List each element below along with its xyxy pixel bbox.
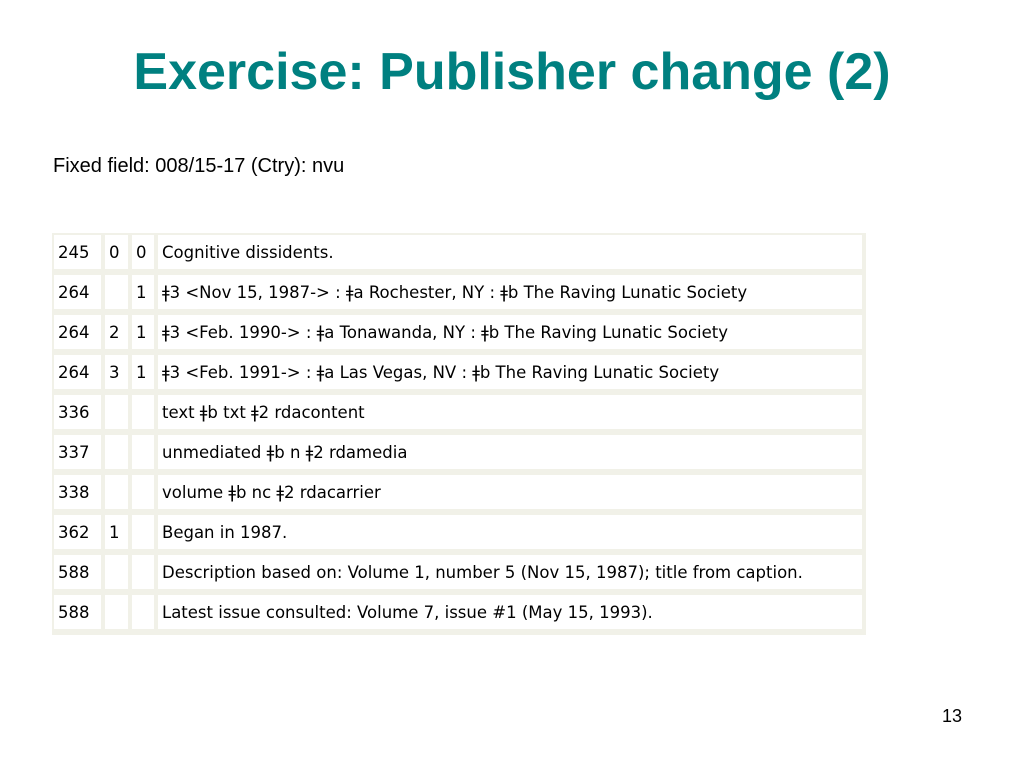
field-tag: 264 — [52, 275, 105, 315]
indicator-1 — [105, 395, 132, 435]
marc-field-row — [52, 275, 866, 315]
field-data: Began in 1987. — [158, 515, 866, 555]
indicator-1: 0 — [105, 233, 132, 275]
marc-field-row — [52, 475, 866, 515]
field-tag: 588 — [52, 595, 105, 635]
field-tag: 264 — [52, 355, 105, 395]
indicator-1 — [105, 475, 132, 515]
indicator-2 — [132, 435, 158, 475]
indicator-1: 3 — [105, 355, 132, 395]
field-data: volume ǂb nc ǂ2 rdacarrier — [158, 475, 866, 515]
indicator-2: 0 — [132, 233, 158, 275]
field-data: Cognitive dissidents. — [158, 233, 866, 275]
indicator-2: 1 — [132, 315, 158, 355]
indicator-2: 1 — [132, 355, 158, 395]
indicator-1: 1 — [105, 515, 132, 555]
indicator-2 — [132, 475, 158, 515]
field-data: ǂ3 <Feb. 1991-> : ǂa Las Vegas, NV : ǂb The Raving Lunatic Society — [158, 355, 866, 395]
marc-field-row — [52, 233, 866, 275]
indicator-2: 1 — [132, 275, 158, 315]
field-tag: 245 — [52, 233, 105, 275]
page-number: 13 — [941, 706, 962, 726]
marc-field-row — [52, 515, 866, 555]
indicator-2 — [132, 555, 158, 595]
field-tag: 362 — [52, 515, 105, 555]
field-data: ǂ3 <Nov 15, 1987-> : ǂa Rochester, NY : ǂb The Raving Lunatic Society — [158, 275, 866, 315]
indicator-2 — [132, 515, 158, 555]
indicator-1 — [105, 555, 132, 595]
field-data: Description based on: Volume 1, number 5 (Nov 15, 1987); title from caption. — [158, 555, 866, 595]
marc-field-row — [52, 435, 866, 475]
fixed-field-note: Fixed field: 008/15-17 (Ctry): nvu — [53, 155, 345, 177]
marc-record-table — [52, 233, 866, 635]
field-data: ǂ3 <Feb. 1990-> : ǂa Tonawanda, NY : ǂb The Raving Lunatic Society — [158, 315, 866, 355]
marc-field-row — [52, 395, 866, 435]
field-tag: 337 — [52, 435, 105, 475]
indicator-1 — [105, 595, 132, 635]
indicator-1 — [105, 435, 132, 475]
field-tag: 588 — [52, 555, 105, 595]
indicator-1: 2 — [105, 315, 132, 355]
indicator-2 — [132, 595, 158, 635]
field-tag: 336 — [52, 395, 105, 435]
marc-field-row — [52, 355, 866, 395]
indicator-2 — [132, 395, 158, 435]
slide-title: Exercise: Publisher change (2) — [133, 43, 891, 101]
marc-field-row — [52, 555, 866, 595]
field-data: text ǂb txt ǂ2 rdacontent — [158, 395, 866, 435]
field-tag: 338 — [52, 475, 105, 515]
marc-record-body — [52, 233, 866, 635]
indicator-1 — [105, 275, 132, 315]
field-tag: 264 — [52, 315, 105, 355]
field-data: Latest issue consulted: Volume 7, issue #1 (May 15, 1993). — [158, 595, 866, 635]
marc-field-row — [52, 595, 866, 635]
marc-field-row — [52, 315, 866, 355]
field-data: unmediated ǂb n ǂ2 rdamedia — [158, 435, 866, 475]
